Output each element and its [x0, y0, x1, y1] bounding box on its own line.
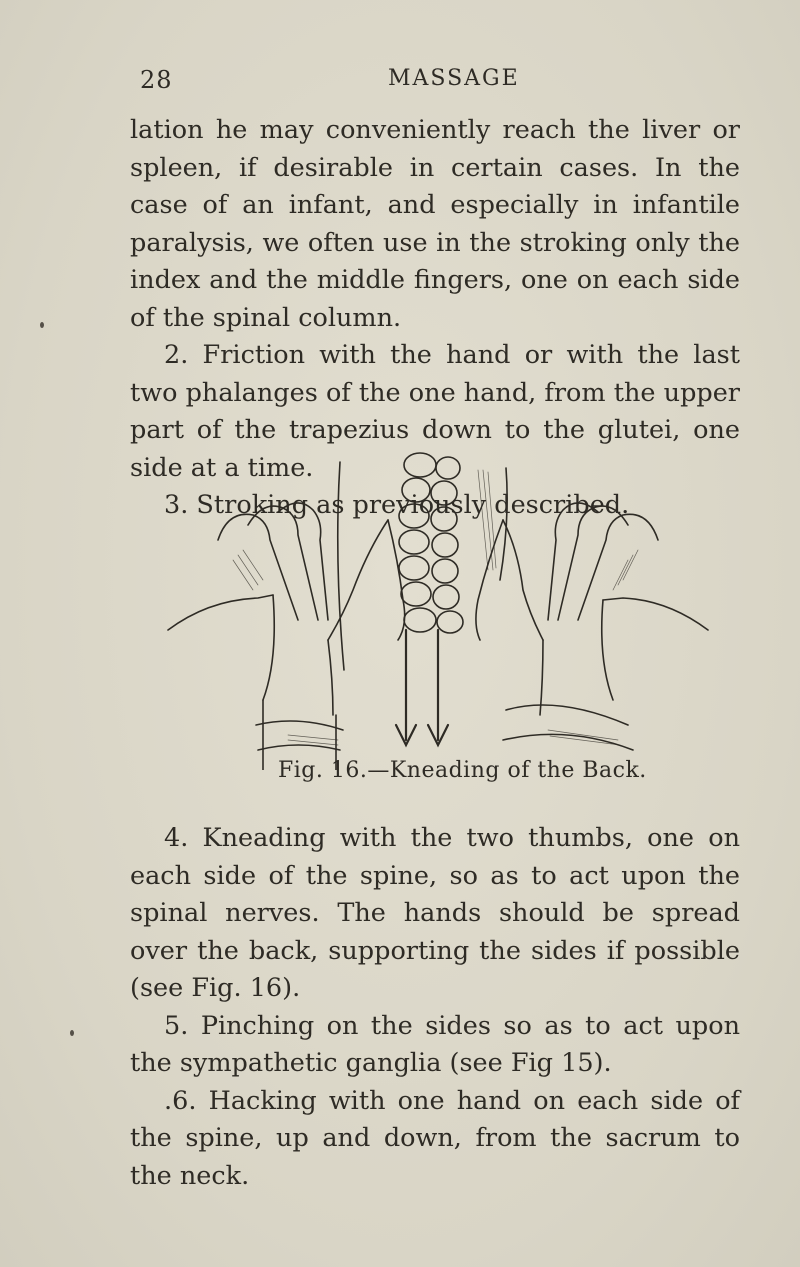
paragraph-step-4: 4. Kneading with the two thumbs, one on each side of the spine, so as to act upon the spinal nerves. The hands should be spread over the back, supporting the sides if possible (see Fig. 16).: [130, 823, 740, 1003]
page-number: 28: [140, 66, 173, 94]
figure-illustration-hands-kneading-back: [158, 440, 718, 770]
left-hand-drawing: [168, 503, 405, 770]
paragraph-continuation: lation he may conveniently reach the liver or spleen, if desirable in certain cases. In the case of an infant, and especially in infantile paralysis, we often use in the stroking only the index and the middle fingers, one on each side of the spinal column.: [130, 115, 740, 333]
page-header: [130, 66, 740, 100]
paragraph-step-6: .6. Hacking with one hand on each side of the spine, up and down, from the sacrum to the neck.: [130, 1085, 740, 1191]
direction-arrows: [396, 630, 448, 745]
spine-vertebrae: [399, 453, 463, 633]
paragraph-step-3: 3. Stroking as previously described.: [164, 490, 630, 520]
paragraph-step-2: 2. Friction with the hand or with the last two phalanges of the one hand, from the upper part of the trapezius down to the glutei, one side at a time.: [130, 340, 740, 483]
figure-caption: Fig. 16.—Kneading of the Back.: [278, 758, 647, 783]
body-text-bottom: [130, 820, 740, 1195]
paragraph-step-5: 5. Pinching on the sides so as to act upon the sympathetic ganglia (see Fig 15).: [130, 1010, 740, 1078]
paper-speck: [70, 1030, 74, 1036]
right-hand-drawing: [476, 503, 708, 750]
paper-speck: [40, 322, 44, 328]
running-title: MASSAGE: [388, 66, 520, 91]
